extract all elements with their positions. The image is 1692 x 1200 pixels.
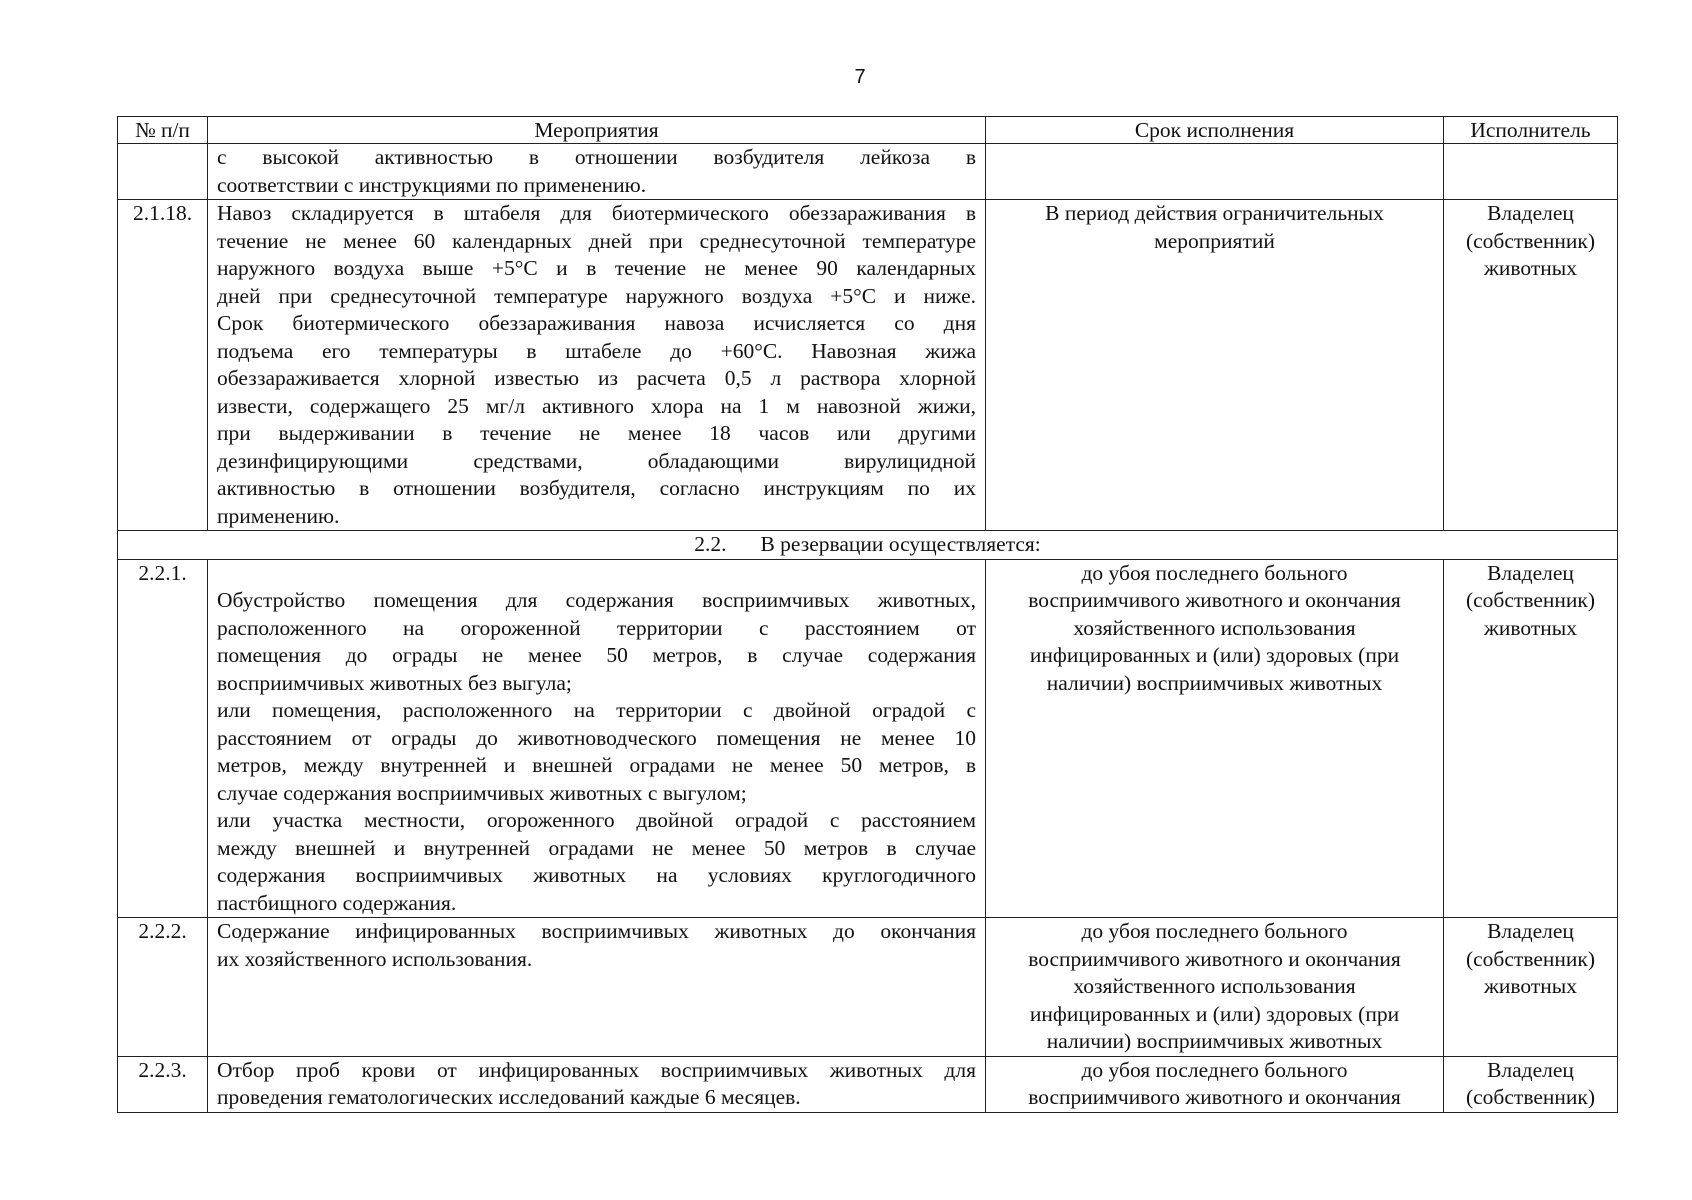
row-activity: с высокой активностью в отношении возбудителя лейкоза в соответствии с инструкциями по применению. [208, 144, 986, 200]
row-activity: Содержание инфицированных восприимчивых животных до окончания их хозяйственного использования. [208, 918, 986, 1057]
row-executor: Владелец (собственник) [1444, 1056, 1618, 1112]
table-row [118, 559, 1618, 918]
row-term: до убоя последнего больного восприимчивого животного и окончания [986, 1056, 1444, 1112]
page-number: 7 [854, 66, 866, 88]
header-activities: Мероприятия [208, 117, 986, 144]
row-executor: Владелец (собственник) животных [1444, 918, 1618, 1057]
table-row [118, 1056, 1618, 1112]
section-number: 2.2. [694, 532, 727, 556]
row-number: 2.1.18. [118, 200, 208, 531]
row-activity: Навоз складируется в штабеля для биотермического обеззараживания в течение не менее 60 календарных дней при среднесуточной температуре наружного воздуха выше +5°С и в течение не менее 90 календарных дней при среднесуточной температуре наружного воздуха +5°С и ниже. Срок биотермического обеззараживания навоза исчисляется со дня подъема его температуры в штабеле до +60°С. Навозная жижа обеззараживается хлорной известью из расчета 0,5 л раствора хлорной извести, содержащего 25 мг/л активного хлора на 1 м навозной жижи, при выдерживании в течение не менее 18 часов или другими дезинфицирующими средствами, обладающими вирулицидной активностью в отношении возбудителя, согласно инструкциям по их применению. [208, 200, 986, 531]
row-number: 2.2.1. [118, 559, 208, 918]
row-term [986, 144, 1444, 200]
table-row [118, 918, 1618, 1057]
row-number [118, 144, 208, 200]
row-term: В период действия ограничительных мероприятий [986, 200, 1444, 531]
row-activity: Обустройство помещения для содержания восприимчивых животных, расположенного на огороженной территории с расстоянием от помещения до ограды не менее 50 метров, в случае содержания восприимчивых животных без выгула; или помещения, расположенного на территории с двойной оградой с расстоянием от ограды до животноводческого помещения не менее 10 метров, между внутренней и внешней оградами не менее 50 метров, в случае содержания восприимчивых животных с выгулом; или участка местности, огороженного двойной оградой с расстоянием между внешней и внутренней оградами не менее 50 метров в случае содержания восприимчивых животных на условиях круглогодичного пастбищного содержания. [208, 559, 986, 918]
row-activity: Отбор проб крови от инфицированных восприимчивых животных для проведения гематологических исследований каждые 6 месяцев. [208, 1056, 986, 1112]
header-num: № п/п [118, 117, 208, 144]
table-row [118, 200, 1618, 531]
table-row [118, 144, 1618, 200]
row-term: до убоя последнего больного восприимчивого животного и окончания хозяйственного использования инфицированных и (или) здоровых (при наличии) восприимчивых животных [986, 559, 1444, 918]
section-heading [118, 531, 1618, 560]
measures-table [117, 116, 1618, 1113]
section-title: В резервации осуществляется: [760, 532, 1041, 556]
row-number: 2.2.3. [118, 1056, 208, 1112]
header-executor: Исполнитель [1444, 117, 1618, 144]
section-row [118, 531, 1618, 560]
header-term: Срок исполнения [986, 117, 1444, 144]
row-number: 2.2.2. [118, 918, 208, 1057]
row-term: до убоя последнего больного восприимчивого животного и окончания хозяйственного использования инфицированных и (или) здоровых (при наличии) восприимчивых животных [986, 918, 1444, 1057]
table-header-row [118, 117, 1618, 144]
row-executor: Владелец (собственник) животных [1444, 200, 1618, 531]
row-executor: Владелец (собственник) животных [1444, 559, 1618, 918]
row-executor [1444, 144, 1618, 200]
